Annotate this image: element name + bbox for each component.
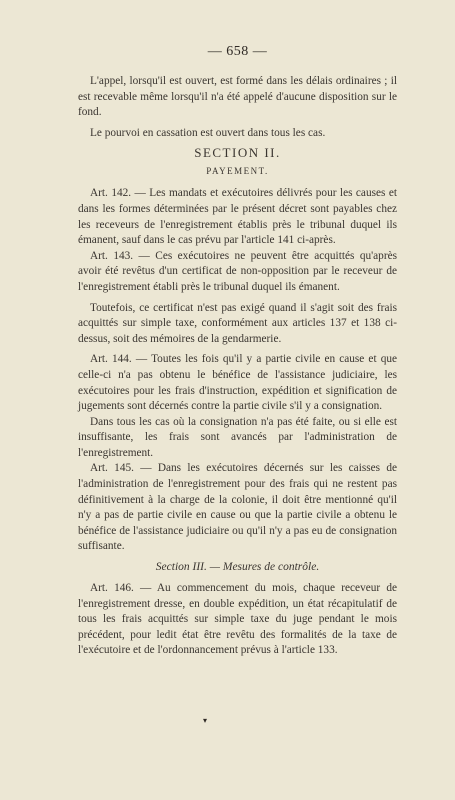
- section-title: SECTION II.: [194, 145, 281, 161]
- article-143-continued: Toutefois, ce certificat n'est pas exigé quand il s'agit soit des frais acquittés sur simple taxe, conformément aux articles 137 et 138 ci-dessus, soit des mémoires de la gendarmerie.: [78, 301, 397, 345]
- intro-paragraph-1: L'appel, lorsqu'il est ouvert, est formé dans les délais ordinaires ; il est recevable même lorsqu'il n'a été appelé d'aucune disposition sur le fond.: [78, 75, 397, 119]
- article-143: Art. 143. — Ces exécutoires ne peuvent être acquittés qu'après avoir été revêtus d'un certificat de non-opposition par le receveur de l'enregistrement établi près le tribunal duquel ils émanent.: [78, 249, 397, 293]
- intro-paragraph-2: Le pourvoi en cassation est ouvert dans tous les cas.: [90, 126, 326, 139]
- subsection-title: Section III. — Mesures de contrôle.: [155, 561, 320, 574]
- page-mark: ▾: [203, 716, 208, 725]
- page-number: — 658 —: [207, 44, 268, 59]
- section-subtitle: PAYEMENT.: [206, 166, 269, 177]
- article-146: Art. 146. — Au commencement du mois, chaque receveur de l'enregistrement dresse, en double expédition, un état récapitulatif de tous les frais acquittés sur simple taxe du juge pendant le mois précédent, pour ledit état être revêtu des formalités de la taxe de l'exécutoire et de l'ordonnancement prévus à l'article 133.: [78, 582, 397, 657]
- article-144: Art. 144. — Toutes les fois qu'il y a partie civile en cause et que celle-ci n'a pas obtenu le bénéfice de l'assistance judiciaire, les exécutoires pour les frais d'instruction, expédition et signification de jugements sont décernés contre la partie civile s'il y a consignation.: [78, 353, 397, 413]
- article-145: Art. 145. — Dans les exécutoires décernés sur les caisses de l'administration de l'enregistrement pour des frais qui ne restent pas définitivement à la charge de la colonie, il doit être mentionné qu'il n'y a pas de partie civile en cause ou que la partie civile a obtenu le bénéfice de l'assistance judiciaire ou qu'il n'y a pas eu de consignation suffisante.: [78, 462, 397, 553]
- article-142: Art. 142. — Les mandats et exécutoires délivrés pour les causes et dans les formes déterminées par le présent décret sont payables chez les receveurs de l'enregistrement établis près le tribunal duquel ils émanent, sauf dans le cas prévu par l'article 141 ci-après.: [78, 187, 397, 247]
- article-144-continued: Dans tous les cas où la consignation n'a pas été faite, ou si elle est insuffisante, les frais sont avancés par l'administration de l'enregistrement.: [78, 415, 397, 459]
